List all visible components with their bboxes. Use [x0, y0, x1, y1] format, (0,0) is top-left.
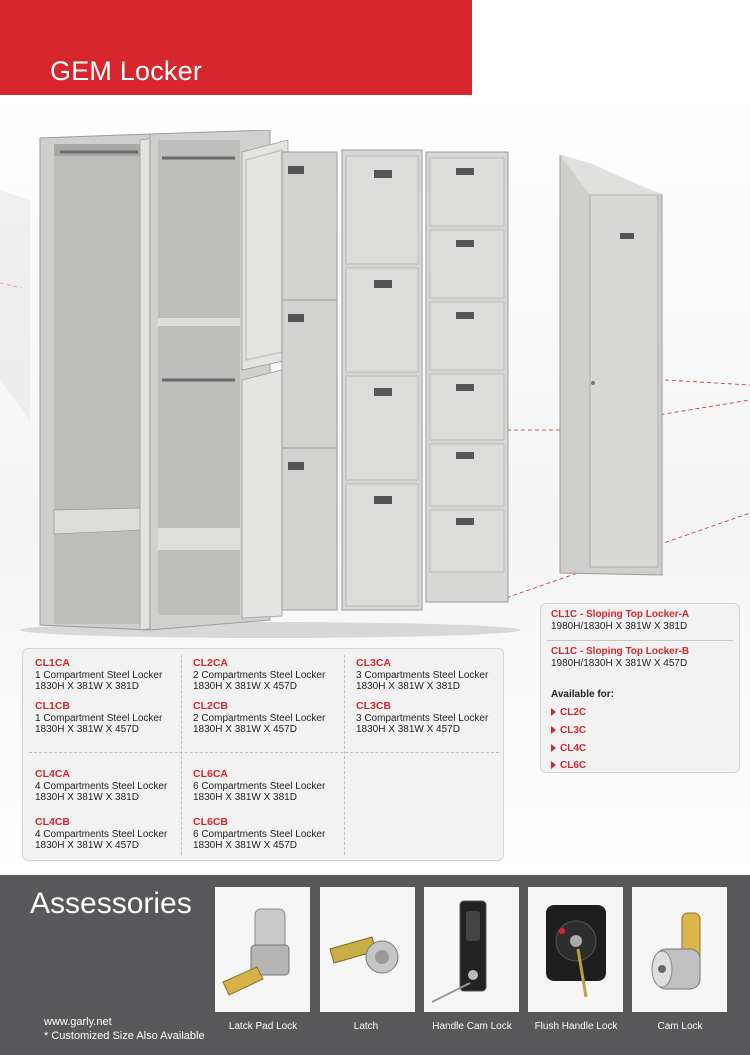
divider [344, 655, 345, 855]
accessories-footer [0, 875, 750, 1055]
spec-item [35, 817, 167, 852]
available-item: CL2C [551, 707, 586, 718]
flush-handle-lock-image [528, 887, 623, 1012]
spec-item [356, 701, 488, 736]
triangle-bullet-icon [551, 726, 556, 734]
sloping-top-spec-box [540, 603, 740, 773]
spec-desc: 4 Compartments Steel Locker [35, 828, 168, 840]
spec-code: CL2CA [193, 657, 229, 669]
triangle-bullet-icon [551, 761, 556, 769]
steel-locker-group-image [20, 130, 520, 640]
spec-dim: 1980H/1830H X 381W X 457D [551, 657, 688, 669]
spec-code: CL3CB [356, 700, 392, 712]
spec-table [22, 648, 504, 861]
latch-pad-lock-image [215, 887, 310, 1012]
spec-item [193, 658, 325, 693]
spec-dim: 1830H X 381W X 381D [193, 792, 297, 803]
spec-code: CL4CA [35, 768, 71, 780]
spec-item [35, 658, 162, 693]
spec-desc: 3 Compartments Steel Locker [356, 712, 489, 724]
spec-dim: 1830H X 381W X 457D [193, 724, 297, 735]
latch-icon [320, 887, 415, 1012]
spec-desc: 1 Compartment Steel Locker [35, 712, 163, 724]
cam-lock-icon [632, 887, 727, 1012]
page-title: GEM Locker [50, 56, 203, 86]
latch-image [320, 887, 415, 1012]
spec-desc: 4 Compartments Steel Locker [35, 780, 168, 792]
divider [547, 640, 733, 641]
spec-desc: 6 Compartments Steel Locker [193, 780, 326, 792]
spec-item [35, 701, 162, 736]
available-for-title: Available for: [551, 689, 614, 700]
spec-code: CL1C - Sloping Top Locker-B [551, 646, 690, 657]
accessory-label: Latch [353, 1021, 379, 1032]
triangle-bullet-icon [551, 708, 556, 716]
sloping-spec-item [551, 609, 689, 632]
spec-desc: 1 Compartment Steel Locker [35, 669, 163, 681]
accessory-label: Latck Pad Lock [228, 1021, 298, 1032]
latch-pad-lock-icon [215, 887, 310, 1012]
accessory-label: Flush Handle Lock [534, 1021, 618, 1032]
handle-cam-lock-image [424, 887, 519, 1012]
spec-desc: 2 Compartments Steel Locker [193, 669, 326, 681]
spec-dim: 1830H X 381W X 457D [35, 840, 139, 851]
customized-size-note: * Customized Size Also Available [44, 1030, 205, 1042]
spec-item [193, 769, 325, 804]
spec-code: CL1CA [35, 657, 71, 669]
spec-dim: 1830H X 381W X 457D [356, 724, 460, 735]
spec-code: CL1C - Sloping Top Locker-A [551, 609, 690, 620]
available-item: CL3C [551, 725, 586, 736]
sloping-top-locker-image [550, 155, 665, 580]
spec-dim: 1830H X 381W X 457D [193, 681, 297, 692]
header-banner [0, 0, 472, 95]
sloping-spec-item [551, 646, 689, 669]
spec-dim: 1980H/1830H X 381W X 381D [551, 620, 688, 632]
available-item: CL4C [551, 743, 586, 754]
website-link[interactable]: www.garly.net [44, 1016, 112, 1028]
spec-dim: 1830H X 381W X 457D [193, 840, 297, 851]
cam-lock-image [632, 887, 727, 1012]
spec-dim: 1830H X 381W X 457D [35, 724, 139, 735]
spec-code: CL2CB [193, 700, 229, 712]
spec-code: CL3CA [356, 657, 392, 669]
spec-item [193, 817, 325, 852]
triangle-bullet-icon [551, 744, 556, 752]
spec-desc: 2 Compartments Steel Locker [193, 712, 326, 724]
spec-code: CL6CA [193, 768, 229, 780]
spec-desc: 6 Compartments Steel Locker [193, 828, 326, 840]
spec-code: CL4CB [35, 816, 71, 828]
spec-code: CL6CB [193, 816, 229, 828]
spec-item [193, 701, 325, 736]
available-item: CL6C [551, 760, 586, 771]
spec-item [356, 658, 488, 693]
accessory-label: Handle Cam Lock [432, 1021, 512, 1032]
spec-dim: 1830H X 381W X 381D [356, 681, 460, 692]
spec-desc: 3 Compartments Steel Locker [356, 669, 489, 681]
spec-dim: 1830H X 381W X 381D [35, 792, 139, 803]
spec-dim: 1830H X 381W X 381D [35, 681, 139, 692]
handle-cam-lock-icon [424, 887, 519, 1012]
divider [181, 655, 182, 855]
accessory-label: Cam Lock [657, 1021, 703, 1032]
flush-handle-lock-icon [528, 887, 623, 1012]
spec-item [35, 769, 167, 804]
accessories-title: Assessories [30, 887, 192, 920]
spec-code: CL1CB [35, 700, 71, 712]
divider [29, 752, 499, 753]
